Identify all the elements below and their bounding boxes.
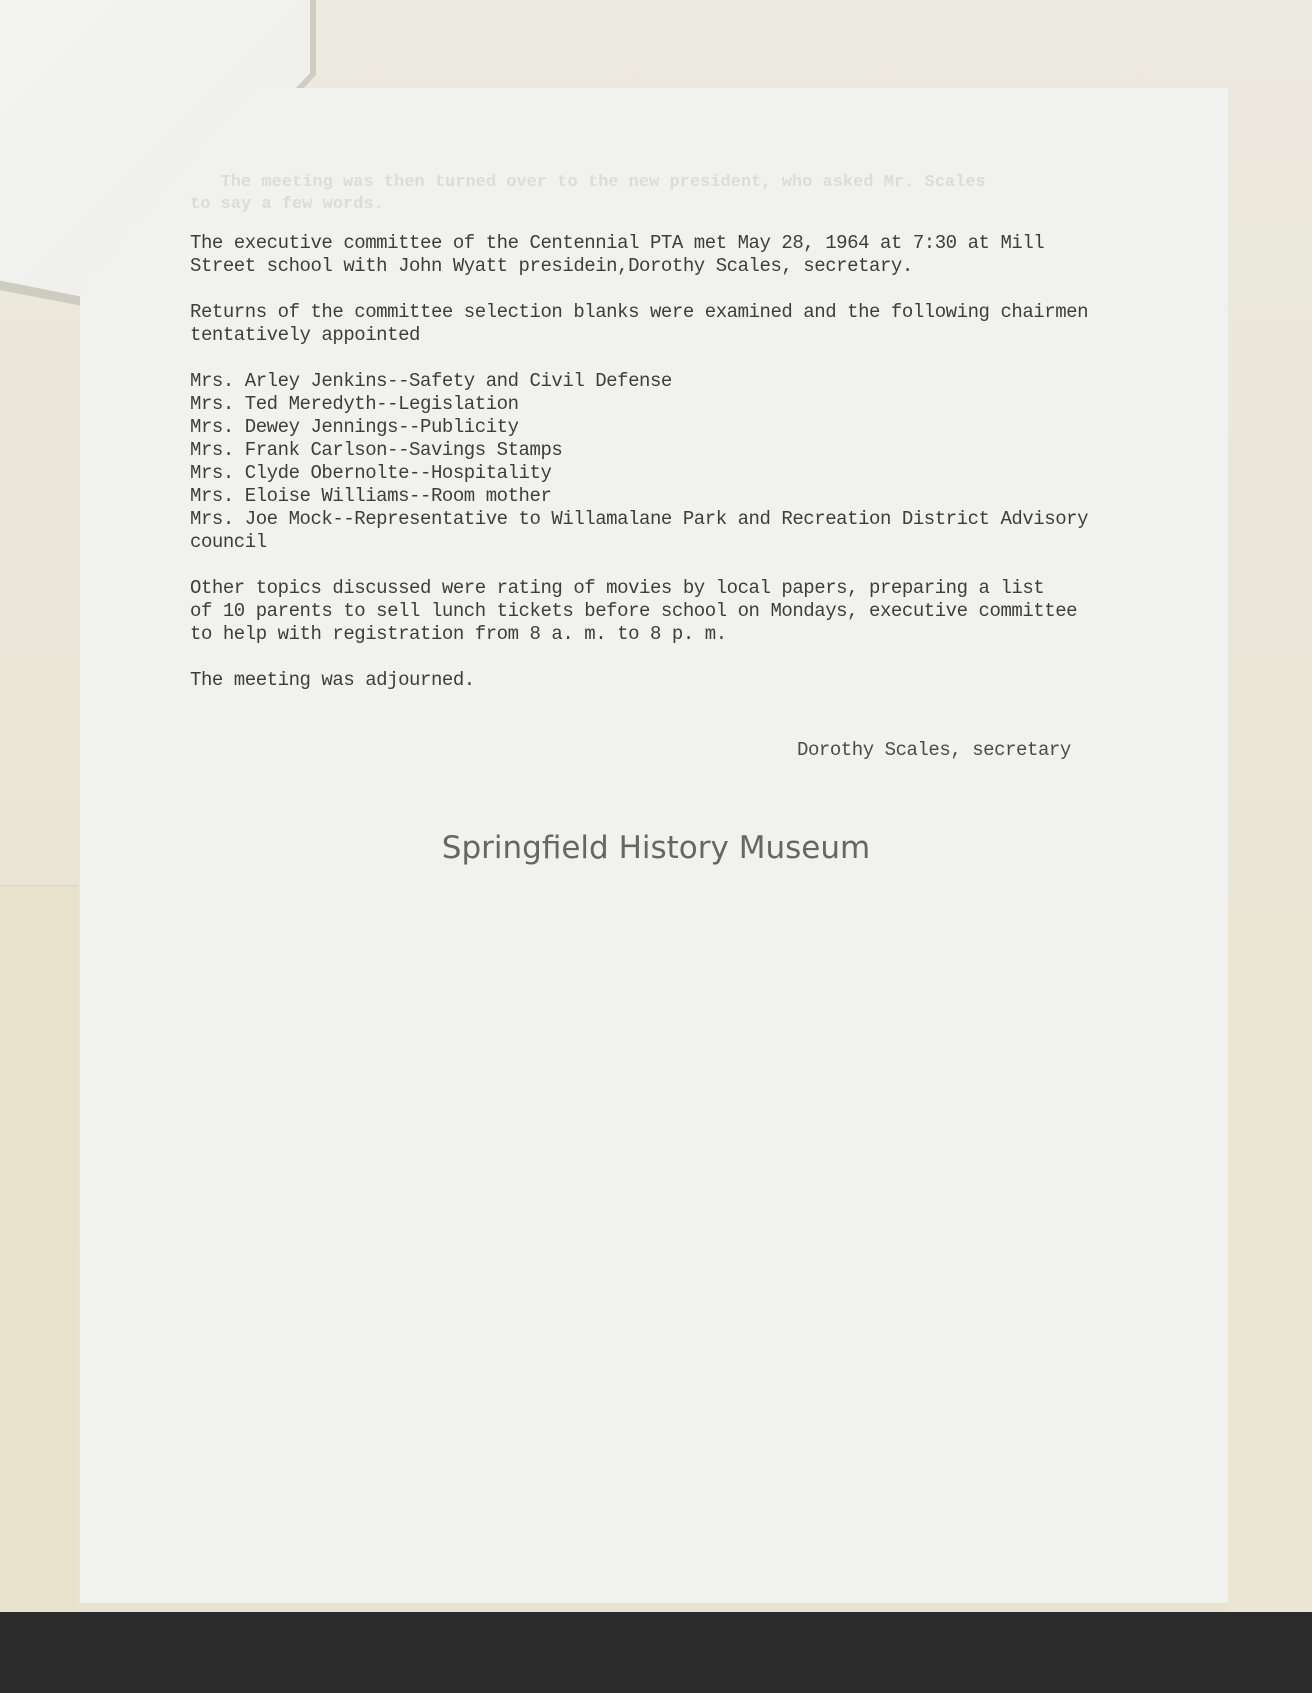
chairman-entry: Mrs. Eloise Williams--Room mother <box>190 485 552 507</box>
adjournment-line: The meeting was adjourned. <box>190 669 475 691</box>
committee-returns-paragraph: Returns of the committee selection blanks were examined and the following chairmen tentatively appointed <box>190 301 1089 346</box>
chairman-entry: Mrs. Clyde Obernolte--Hospitality <box>190 462 552 484</box>
chairman-entry: Mrs. Frank Carlson--Savings Stamps <box>190 439 563 461</box>
museum-watermark: Springfield History Museum <box>441 830 871 866</box>
chairman-entry: Mrs. Joe Mock--Representative to Willamalane Park and Recreation District Advisory council <box>190 508 1089 553</box>
scanner-bed-edge <box>0 1612 1312 1693</box>
chairman-entry: Mrs. Dewey Jennings--Publicity <box>190 416 519 438</box>
chairman-entry: Mrs. Ted Meredyth--Legislation <box>190 393 519 415</box>
chairman-entry: Mrs. Arley Jenkins--Safety and Civil Defense <box>190 370 672 392</box>
secretary-signature: Dorothy Scales, secretary <box>797 739 1071 761</box>
backing-paper-strip-right <box>1228 900 1312 1612</box>
other-topics-paragraph: Other topics discussed were rating of movies by local papers, preparing a list of 10 parents to sell lunch tickets before school on Mondays, executive committee to help with registration from 8 a. m. to 8 p. m. <box>190 577 1078 645</box>
chairmen-list <box>190 370 1190 554</box>
bleed-through-text: The meeting was then turned over to the new president, who asked Mr. Scales to say a few words. <box>190 173 986 214</box>
meeting-minutes <box>190 232 1190 715</box>
opening-paragraph: The executive committee of the Centennial PTA met May 28, 1964 at 7:30 at Mill Street school with John Wyatt presidein,Dorothy Scales, secretary. <box>190 232 1045 277</box>
backing-paper-strip-left <box>0 885 78 1614</box>
